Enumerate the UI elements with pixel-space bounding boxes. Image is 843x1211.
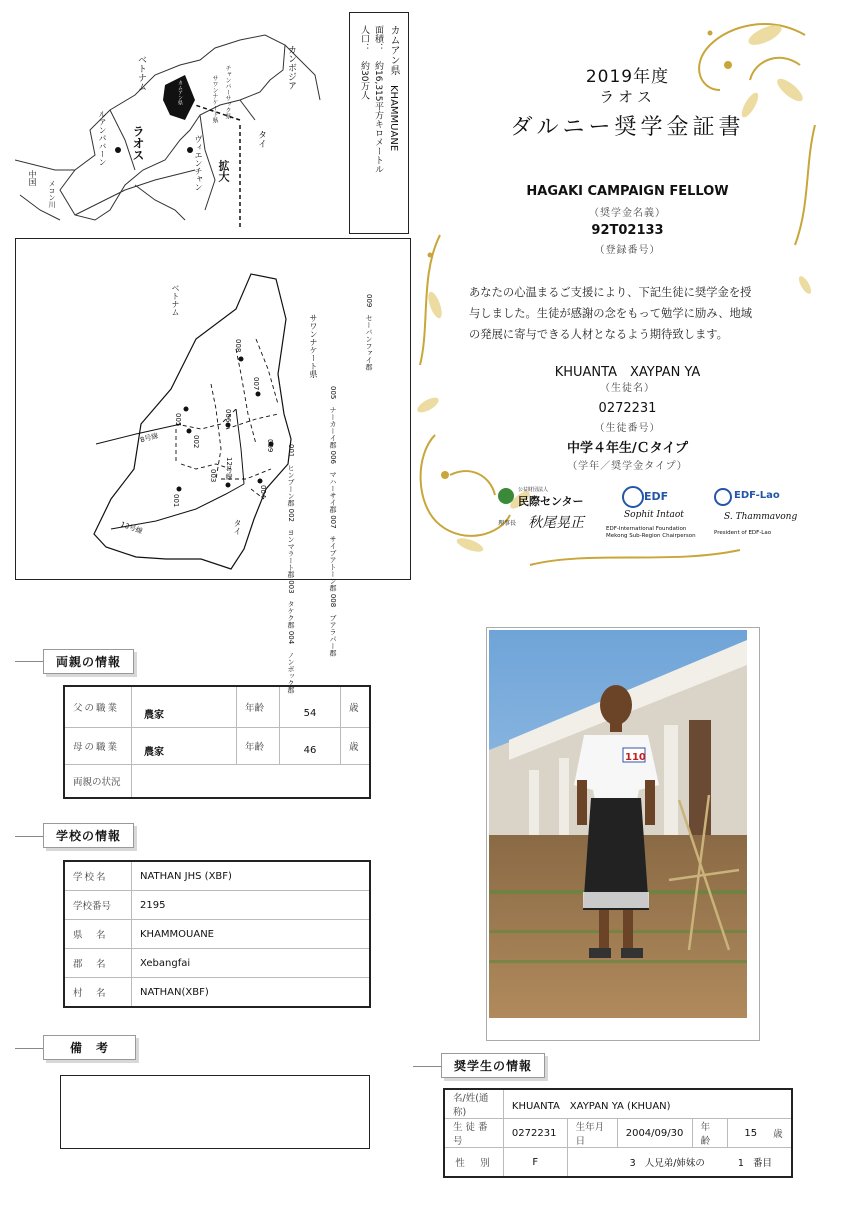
- birth-order-unit: 番目: [752, 1158, 772, 1169]
- signature-block-1: [498, 486, 598, 546]
- student-sex-label: 性 別: [444, 1148, 503, 1178]
- table-row: [444, 1119, 792, 1148]
- table-row: [64, 920, 370, 949]
- student-bib-number: 110: [625, 752, 646, 763]
- student-sex-value: F: [503, 1148, 567, 1178]
- school-row-label: 学校番号: [64, 891, 132, 920]
- mother-job-label: 母の職業: [64, 728, 132, 765]
- table-row: [64, 949, 370, 978]
- cert-fund-caption: （奨学金名義）: [589, 208, 666, 219]
- student-name-label: 名/姓(通称): [444, 1089, 503, 1119]
- province-area: 面積： 約16,315平方キロメートル: [373, 25, 383, 174]
- label-china: 中国: [28, 170, 37, 186]
- student-name-value: KHUANTA XAYPAN YA (KHUAN): [503, 1089, 792, 1119]
- cert-message-line: あなたの心温まるご支援により、下記生徒に奨学金を授: [469, 286, 752, 299]
- org2-line1: EDF-International Foundation: [606, 526, 687, 532]
- org3-logo: EDF-Lao: [734, 490, 780, 501]
- overview-map: [15, 20, 345, 235]
- parents-heading: 両親の情報: [43, 649, 134, 674]
- district-code-008: 008: [234, 339, 242, 353]
- school-row-value: NATHAN(XBF): [132, 978, 371, 1008]
- cert-student-no: 0272231: [598, 401, 657, 416]
- label-thailand-small: タイ: [256, 130, 266, 148]
- cert-title: ダルニー奨学金証書: [510, 115, 745, 140]
- parents-status-label: 両親の状況: [64, 765, 132, 799]
- label-vientiane: ヴィエンチャン: [194, 135, 203, 191]
- parents-status-value: [132, 765, 371, 799]
- signature-block-3: [712, 486, 802, 546]
- legend-item: 002 ヨンマラート郡: [287, 508, 295, 578]
- org3-line1: President of EDF-Lao: [714, 530, 772, 536]
- org2-logo: EDF: [644, 490, 669, 503]
- label-vietnam-large: ベトナム: [171, 284, 180, 316]
- table-row: [64, 861, 370, 891]
- cert-grade-caption: （学年／奨学金タイプ）: [567, 461, 688, 472]
- label-savannakhet-small: サワンナケート県: [211, 75, 218, 123]
- org1-signature: 秋尾晃正: [528, 515, 584, 531]
- school-heading-line: [15, 836, 45, 837]
- parents-heading-line: [15, 661, 45, 662]
- edf-lao-logo-icon: [714, 488, 732, 506]
- edf-globe-icon: [622, 486, 644, 508]
- mother-age: 46: [280, 728, 341, 765]
- parents-table: [63, 685, 371, 799]
- school-row-label: 郡 名: [64, 949, 132, 978]
- district-code-009: 009: [266, 439, 274, 453]
- label-thailand-large: タイ: [233, 519, 242, 535]
- table-row: [64, 686, 370, 728]
- cert-message-line: 与しました。生徒が感謝の念をもって勉学に励み、地域: [469, 307, 753, 320]
- table-row: [64, 978, 370, 1008]
- school-row-label: 県 名: [64, 920, 132, 949]
- school-heading: 学校の情報: [43, 823, 134, 848]
- legend-col3: [364, 294, 373, 370]
- org3-signature: S. Thammavong: [724, 512, 798, 522]
- cert-student-no-caption: （生徒番号）: [594, 423, 661, 434]
- cert-student-name: KHUANTA XAYPAN YA: [554, 365, 701, 380]
- student-table: [443, 1088, 793, 1178]
- province-population: 人口： 約30万人: [359, 25, 369, 100]
- label-route13: 13号線: [119, 520, 144, 536]
- cert-reg-caption: （登録番号）: [594, 245, 661, 256]
- legend-col1: [286, 444, 295, 693]
- minsai-logo-icon: [498, 488, 514, 504]
- remarks-heading: 備 考: [43, 1035, 136, 1060]
- label-mekong: メコン川: [48, 180, 56, 208]
- father-age: 54: [280, 686, 341, 728]
- district-code-005: 005: [174, 413, 182, 427]
- mother-job: 農家: [132, 728, 237, 765]
- school-row-value: KHAMMOUANE: [132, 920, 371, 949]
- cert-student-name-caption: （生徒名）: [600, 383, 655, 394]
- school-row-label: 学校名: [64, 861, 132, 891]
- school-row-value: 2195: [132, 891, 371, 920]
- label-route8: 8号線: [139, 431, 160, 445]
- legend-item: 008 ブアラパー郡: [329, 593, 337, 657]
- org1-role: 理事長: [498, 520, 517, 527]
- father-job: 農家: [132, 686, 237, 728]
- student-heading-line: [413, 1066, 443, 1067]
- cert-reg-no: 92T02133: [591, 223, 664, 238]
- school-row-value: Xebangfai: [132, 949, 371, 978]
- legend-item: 007 サイブアトーン郡: [329, 515, 337, 592]
- mother-age-label: 年齢: [237, 728, 280, 765]
- student-photo: [489, 630, 747, 1018]
- org2-line2: Mekong Sub-Region Chairperson: [606, 533, 696, 539]
- signature-block-2: [606, 486, 696, 546]
- legend-item: 001 ヒンブーン郡: [287, 444, 295, 507]
- cert-message: [469, 282, 789, 345]
- cert-fund-name: HAGAKI CAMPAIGN FELLOW: [526, 184, 729, 199]
- org1-small: 公益財団法人: [518, 487, 549, 493]
- org2-signature: Sophit Intaot: [624, 510, 684, 520]
- student-age-unit: 歳: [765, 1119, 792, 1148]
- label-route12: 12号線: [225, 457, 233, 480]
- label-expand: 拡大: [217, 160, 230, 182]
- table-row: [444, 1089, 792, 1119]
- legend-item: 004 ノンボック郡: [287, 630, 295, 694]
- siblings-count: 3: [629, 1158, 636, 1169]
- cert-country: ラオス: [599, 88, 656, 106]
- district-code-007: 007: [252, 377, 260, 391]
- table-row: [444, 1148, 792, 1178]
- label-vietnam-small: ベトナム: [136, 55, 146, 91]
- label-kham-inner: カムアン県: [177, 80, 183, 105]
- student-birth-value: 2004/09/30: [617, 1119, 692, 1148]
- father-job-label: 父の職業: [64, 686, 132, 728]
- legend-item: 006 マハーサイ郡: [329, 450, 337, 513]
- legend-col2: [328, 386, 337, 656]
- district-code-004: 004: [259, 485, 267, 499]
- district-code-006: 006: [224, 409, 232, 423]
- school-row-label: 村 名: [64, 978, 132, 1008]
- province-name: カムアン県 KHAMMUANE: [388, 25, 399, 152]
- remarks-heading-line: [15, 1048, 45, 1049]
- district-code-003: 003: [209, 469, 217, 483]
- student-age-value: 15: [728, 1119, 765, 1148]
- birth-order: 1: [737, 1158, 744, 1169]
- province-info-box: [349, 12, 409, 234]
- remarks-box: [60, 1075, 370, 1149]
- table-row: [64, 765, 370, 799]
- student-heading: 奨学生の情報: [441, 1053, 545, 1078]
- legend-item: 005 ナーカーイ郡: [329, 386, 337, 449]
- label-savannakhet-large: サワンナケート県: [309, 314, 318, 378]
- legend-item: 009 セーバンファイ郡: [365, 294, 373, 371]
- table-row: [64, 891, 370, 920]
- school-table: [63, 860, 371, 1008]
- student-siblings: [567, 1148, 792, 1178]
- student-birth-label: 生年月日: [567, 1119, 617, 1148]
- label-cambodia: カンボジア: [286, 45, 296, 90]
- org1-name: 民際センター: [518, 495, 584, 508]
- district-code-002: 002: [192, 435, 200, 449]
- label-laos: ラオス: [131, 125, 145, 161]
- mother-age-unit: 歳: [341, 728, 371, 765]
- school-row-value: NATHAN JHS (XBF): [132, 861, 371, 891]
- student-no-value: 0272231: [503, 1119, 567, 1148]
- cert-year: 2019年度: [585, 67, 670, 87]
- label-champasak: チャンパーサック県: [224, 65, 231, 119]
- district-code-001: 001: [172, 494, 180, 508]
- legend-item: 003 タケク郡: [287, 580, 295, 629]
- student-photo-frame: [486, 627, 760, 1041]
- father-age-unit: 歳: [341, 686, 371, 728]
- cert-message-line: の発展に寄与できる人材となるよう期待致します。: [469, 328, 728, 341]
- student-age-label: 年齢: [692, 1119, 728, 1148]
- father-age-label: 年齢: [237, 686, 280, 728]
- label-luang: ルアンパバーン: [98, 110, 107, 166]
- table-row: [64, 728, 370, 765]
- siblings-text: 人兄弟/姉妹の: [644, 1158, 705, 1169]
- cert-grade: 中学４年生/Ｃタイプ: [566, 441, 689, 456]
- student-no-label: 生徒番号: [444, 1119, 503, 1148]
